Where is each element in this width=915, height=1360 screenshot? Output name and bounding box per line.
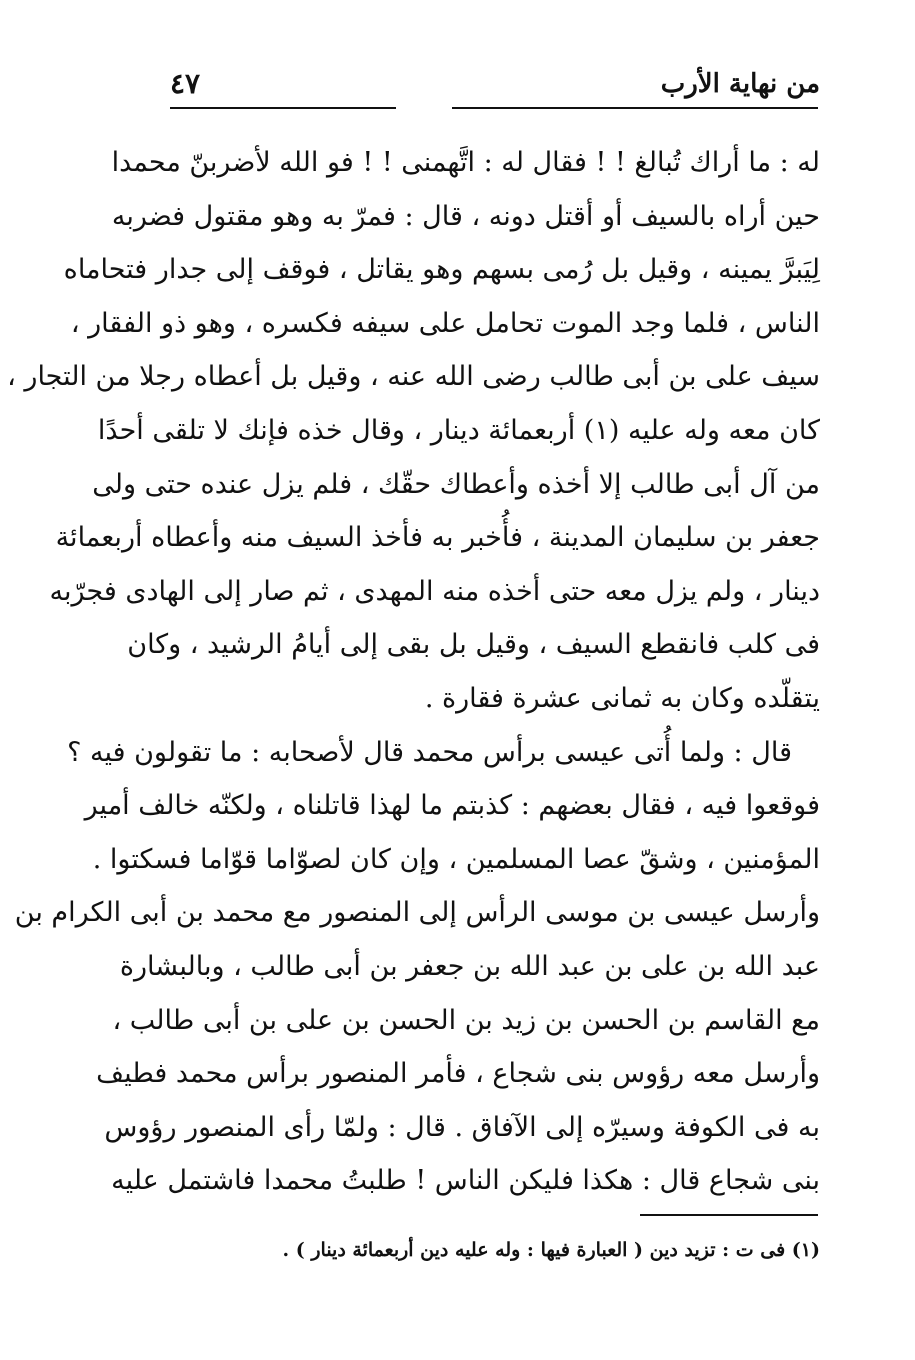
text-line: جعفر بن سليمان المدينة ، فأُخبر به فأخذ السيف منه وأعطاه أربعمائة <box>55 522 820 554</box>
text-line: وأرسل معه رؤوس بنى شجاع ، فأمر المنصور برأس محمد فطيف <box>96 1058 820 1090</box>
page-header <box>170 66 820 106</box>
body-text <box>7 136 820 1208</box>
text-line: عبد الله بن على بن عبد الله بن جعفر بن أبى طالب ، وبالبشارة <box>119 950 820 982</box>
text-line: الناس ، فلما وجد الموت تحامل على سيفه فكسره ، وهو ذو الفقار ، <box>70 307 820 339</box>
text-line: قال : ولما أُتى عيسى برأس محمد قال لأصحابه : ما تقولون فيه ؟ <box>67 736 792 768</box>
text-line: فى كلب فانقطع السيف ، وقيل بل بقى إلى أيامُ الرشيد ، وكان <box>127 629 820 661</box>
text-line: يتقلّده وكان به ثمانى عشرة فقارة . <box>424 682 820 714</box>
text-line: من آل أبى طالب إلا أخذه وأعطاك حقّك ، فلم يزل عنده حتى ولى <box>92 468 820 500</box>
text-line: بنى شجاع قال : هكذا فليكن الناس ! طلبتُ محمدا فاشتمل عليه <box>111 1165 820 1197</box>
text-line: له : ما أراك تُبالغ ! ! فقال له : اتَّهمنى ! ! فو الله لأضربنّ محمدا <box>111 147 820 178</box>
text-line: المؤمنين ، وشقّ عصا المسلمين ، وإن كان لصوّاما قوّاما فسكتوا . <box>92 843 820 875</box>
text-line: حين أراه بالسيف أو أقتل دونه ، قال : فمرّ به وهو مقتول فضربه <box>111 200 820 232</box>
header-rule-right <box>452 107 818 109</box>
text-line: سيف على بن أبى طالب رضى الله عنه ، وقيل بل أعطاه رجلا من التجار ، <box>7 361 820 393</box>
page-number: ٤٧ <box>170 67 201 100</box>
text-line: فوقعوا فيه ، فقال بعضهم : كذبتم ما لهذا قاتلناه ، ولكنّه خالف أمير <box>84 790 820 822</box>
text-line: كان معه وله عليه (١) أربعمائة دينار ، وقال خذه فإنك لا تلقى أحدًا <box>97 414 820 446</box>
running-title: من نهاية الأرب <box>660 69 820 99</box>
footnote: (١) فى ت : تزيد دين ( العبارة فيها : وله عليه دين أربعمائة دينار ) . <box>282 1239 820 1261</box>
text-line: به فى الكوفة وسيرّه إلى الآفاق . قال : ولمّا رأى المنصور رؤوس <box>104 1111 820 1143</box>
text-line: وأرسل عيسى بن موسى الرأس إلى المنصور مع محمد بن أبى الكرام بن <box>14 897 820 929</box>
footnote-rule <box>640 1214 818 1216</box>
text-line: دينار ، ولم يزل معه حتى أخذه منه المهدى ، ثم صار إلى الهادى فجرّبه <box>49 575 820 607</box>
text-line: لِيَبرَّ يمينه ، وقيل بل رُمى بسهم وهو يقاتل ، فوقف إلى جدار فتحاماه <box>63 254 820 286</box>
text-line: مع القاسم بن الحسن بن زيد بن الحسن بن على بن أبى طالب ، <box>112 1004 820 1036</box>
header-rule-left <box>170 107 396 109</box>
